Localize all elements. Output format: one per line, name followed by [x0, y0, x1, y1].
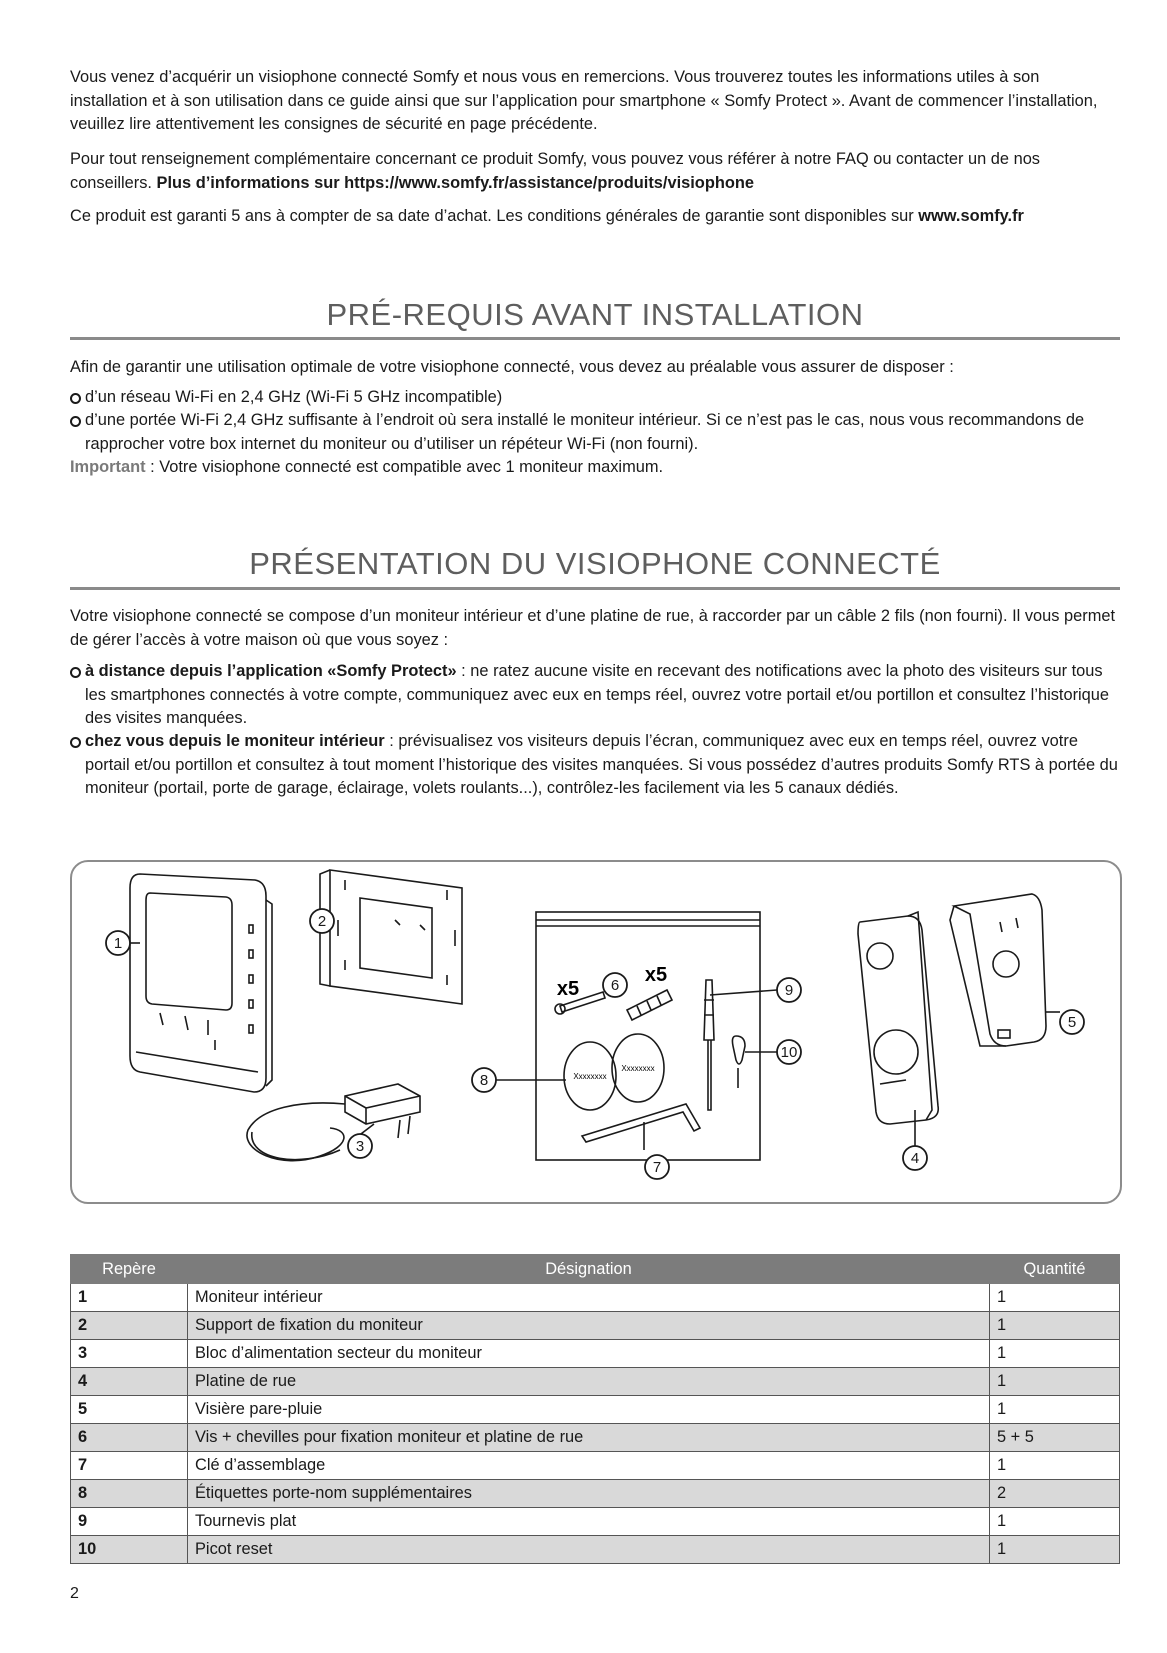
indoor-monitor-icon: [130, 874, 272, 1092]
name-label-1-text: Xxxxxxxx: [573, 1072, 607, 1081]
rain-visor-icon: [950, 894, 1046, 1046]
svg-text:6: 6: [610, 977, 620, 994]
power-supply-icon: [247, 1084, 420, 1161]
important-text: : Votre visiophone connecté est compatible avec 1 moniteur maximum.: [145, 458, 664, 476]
row-number: 10: [71, 1536, 188, 1564]
prereq-title: PRÉ-REQUIS AVANT INSTALLATION: [326, 297, 864, 332]
components-table: [70, 1254, 1120, 1564]
callout-8: [472, 1068, 496, 1092]
callout-7: [645, 1155, 669, 1179]
callout-3: [348, 1134, 372, 1158]
svg-text:10: 10: [780, 1044, 798, 1061]
row-quantity: 2: [990, 1480, 1120, 1508]
callout-1: [106, 931, 130, 955]
row-designation: Visière pare-pluie: [188, 1396, 990, 1424]
row-number: 3: [71, 1340, 188, 1368]
screws-quantity: x5: [556, 978, 580, 1000]
callout-9: [777, 978, 801, 1002]
row-number: 7: [71, 1452, 188, 1480]
row-designation: Support de fixation du moniteur: [188, 1312, 990, 1340]
table-row: [71, 1340, 1120, 1368]
row-number: 6: [71, 1424, 188, 1452]
row-quantity: 1: [990, 1536, 1120, 1564]
callout-2: [310, 909, 334, 933]
row-number: 1: [71, 1284, 188, 1312]
table-row: [71, 1480, 1120, 1508]
header-repere: Repère: [71, 1255, 188, 1284]
table-row: [71, 1536, 1120, 1564]
row-designation: Vis + chevilles pour fixation moniteur et platine de rue: [188, 1424, 990, 1452]
assembly-key-icon: [582, 1104, 700, 1142]
intro-paragraph-3-text: Ce produit est garanti 5 ans à compter de sa date d’achat. Les conditions générales de garantie sont disponibles sur: [70, 207, 919, 225]
header-designation: Désignation: [188, 1255, 990, 1284]
table-row: [71, 1452, 1120, 1480]
table-row: [71, 1284, 1120, 1312]
presentation-bullet-1-bold: à distance depuis l’application «Somfy Protect»: [85, 662, 457, 680]
svg-text:7: 7: [652, 1159, 662, 1176]
prereq-bullet-1-text: d’un réseau Wi-Fi en 2,4 GHz (Wi-Fi 5 GHz incompatible): [85, 388, 503, 406]
table-row: [71, 1424, 1120, 1452]
table-row: [71, 1312, 1120, 1340]
callout-6: [603, 973, 627, 997]
callout-5: [1060, 1010, 1084, 1034]
callout-10: [777, 1040, 801, 1064]
row-quantity: 1: [990, 1340, 1120, 1368]
support-link[interactable]: Plus d’informations sur https://www.somfy.fr/assistance/produits/visiophone: [156, 173, 754, 192]
name-label-2-text: Xxxxxxxx: [621, 1064, 655, 1073]
svg-text:9: 9: [784, 982, 794, 999]
presentation-title: PRÉSENTATION DU VISIOPHONE CONNECTÉ: [249, 546, 941, 581]
row-quantity: 1: [990, 1508, 1120, 1536]
screwdriver-icon: [704, 980, 714, 1110]
row-designation: Picot reset: [188, 1536, 990, 1564]
intro-paragraph-2-text: Pour tout renseignement complémentaire concernant ce produit Somfy, vous pouvez vous référer à notre FAQ ou contacter un de nos conseillers.: [70, 150, 1041, 192]
svg-text:2: 2: [317, 913, 327, 930]
plugs-quantity: x5: [644, 964, 668, 986]
row-number: 2: [71, 1312, 188, 1340]
row-designation: Platine de rue: [188, 1368, 990, 1396]
row-quantity: 1: [990, 1452, 1120, 1480]
row-designation: Tournevis plat: [188, 1508, 990, 1536]
row-designation: Clé d’assemblage: [188, 1452, 990, 1480]
row-number: 9: [71, 1508, 188, 1536]
table-row: [71, 1396, 1120, 1424]
row-designation: Bloc d’alimentation secteur du moniteur: [188, 1340, 990, 1368]
somfy-website-link[interactable]: www.somfy.fr: [918, 207, 1024, 225]
row-number: 5: [71, 1396, 188, 1424]
prereq-bullet-2-text: d’une portée Wi-Fi 2,4 GHz suffisante à l’endroit où sera installé le moniteur intérieur. Si ce n’est pas le cas, nous vous recommandons de rapprocher votre box internet du moniteur ou d’utiliser un répéteur Wi-Fi (non fourni).: [85, 411, 1085, 453]
svg-text:8: 8: [479, 1072, 489, 1089]
header-quantite: Quantité: [990, 1255, 1120, 1284]
row-designation: Moniteur intérieur: [188, 1284, 990, 1312]
prereq-lead: Afin de garantir une utilisation optimale de votre visiophone connecté, vous devez au préalable vous assurer de disposer :: [70, 358, 954, 376]
presentation-lead: Votre visiophone connecté se compose d’un moniteur intérieur et d’une platine de rue, à raccorder par un câble 2 fils (non fourni). Il vous permet de gérer l’accès à votre maison où que vous soyez :: [70, 607, 1116, 649]
important-label: Important: [70, 458, 146, 476]
row-quantity: 1: [990, 1312, 1120, 1340]
presentation-bullet-2-bold: chez vous depuis le moniteur intérieur: [85, 732, 385, 750]
callout-4: [903, 1146, 927, 1170]
page-number: 2: [70, 1585, 79, 1602]
street-panel-icon: [858, 912, 938, 1124]
mounting-bracket-icon: [317, 870, 462, 1004]
wall-plug-icon: [627, 990, 672, 1020]
row-designation: Étiquettes porte-nom supplémentaires: [188, 1480, 990, 1508]
svg-text:1: 1: [113, 935, 123, 952]
row-quantity: 5 + 5: [990, 1424, 1120, 1452]
table-header-row: [71, 1255, 1120, 1284]
presentation-bullet-2-text: : prévisualisez vos visiteurs depuis l’écran, communiquez avec eux en temps réel, ouvrez votre portail et/ou portillon et consultez à tout moment l’historique des visites manquées. Si vous possédez d’autres produits Somfy RTS à portée du moniteur (portail, porte de garage, éclairage, volets roulants...), contrôlez-les facilement via les 5 canaux dédiés.: [85, 732, 1118, 797]
intro-paragraph-1: Vous venez d’acquérir un visiophone connecté Somfy et nous vous en remercions. Vous trouverez toutes les informations utiles à son installation et à son utilisation dans ce guide ainsi que sur l’application pour smartphone « Somfy Protect ». Avant de commencer l’installation, veuillez lire attentivement les consignes de sécurité en page précédente.: [70, 68, 1098, 133]
row-number: 4: [71, 1368, 188, 1396]
row-quantity: 1: [990, 1284, 1120, 1312]
presentation-bullet-1-text: : ne ratez aucune visite en recevant des notifications avec la photo des visiteurs sur tous les smartphones connectés à votre compte, communiquez avec eux en temps réel, ouvrez votre portail et/ou portillon et consultez l’historique des visites manquées.: [85, 662, 1110, 727]
svg-text:3: 3: [355, 1138, 365, 1155]
svg-text:4: 4: [910, 1150, 920, 1167]
row-quantity: 1: [990, 1396, 1120, 1424]
table-row: [71, 1508, 1120, 1536]
svg-text:5: 5: [1067, 1014, 1077, 1031]
reset-pin-icon: [732, 1036, 745, 1088]
table-row: [71, 1368, 1120, 1396]
row-number: 8: [71, 1480, 188, 1508]
row-quantity: 1: [990, 1368, 1120, 1396]
